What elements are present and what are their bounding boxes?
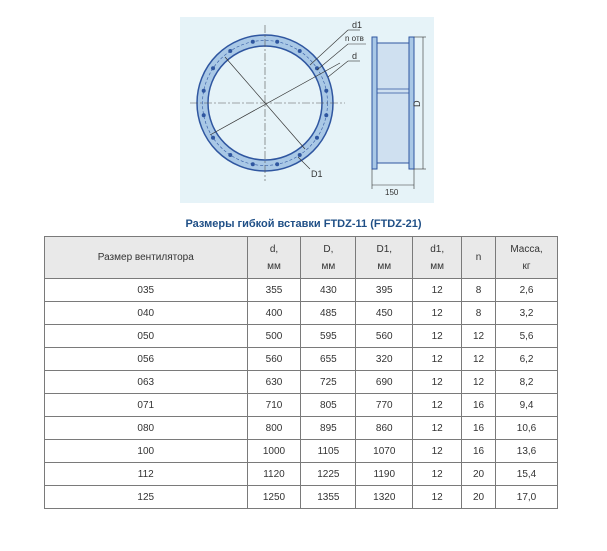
column-header-unit: мм (430, 260, 445, 272)
table-cell: 1355 (301, 486, 356, 509)
table-cell: 1105 (301, 440, 356, 463)
table-cell: 1225 (301, 463, 356, 486)
table-cell: 12 (413, 440, 462, 463)
table-caption: Размеры гибкой вставки FTDZ-11 (FTDZ-21) (185, 218, 422, 230)
table-cell: 15,4 (496, 463, 558, 486)
column-header-unit: мм (267, 260, 281, 272)
table-cell: 560 (247, 348, 301, 371)
table-cell: 1320 (356, 486, 413, 509)
table-cell: 035 (45, 279, 248, 302)
table-row (45, 440, 558, 463)
label-D1: D1 (311, 169, 323, 179)
table-cell: 12 (413, 279, 462, 302)
table-body (45, 279, 558, 509)
table-row (45, 371, 558, 394)
table-cell: 12 (413, 486, 462, 509)
column-header-unit: мм (321, 260, 336, 272)
table-row (45, 302, 558, 325)
table-cell: 8,2 (496, 371, 558, 394)
label-n-holes: n отв (345, 34, 364, 43)
column-header-unit: кг (522, 260, 531, 272)
table-cell: 6,2 (496, 348, 558, 371)
table-cell: 12 (413, 463, 462, 486)
column-header (462, 237, 496, 279)
table-cell: 430 (301, 279, 356, 302)
dimensions-table (44, 236, 558, 509)
label-d: d (352, 51, 358, 61)
table-row (45, 486, 558, 509)
table-cell: 400 (247, 302, 301, 325)
table-cell: 12 (413, 417, 462, 440)
table-cell: 16 (462, 394, 496, 417)
table-cell: 630 (247, 371, 301, 394)
table-cell: 063 (45, 371, 248, 394)
column-header (45, 237, 248, 279)
table-cell: 10,6 (496, 417, 558, 440)
column-header-label: Размер вентилятора (97, 252, 194, 263)
table-cell: 860 (356, 417, 413, 440)
bolt-hole (315, 136, 319, 140)
table-cell: 1070 (356, 440, 413, 463)
column-header (356, 237, 413, 279)
table-cell: 20 (462, 463, 496, 486)
table-cell: 16 (462, 417, 496, 440)
table-cell: 725 (301, 371, 356, 394)
column-header-label: d1, (430, 243, 445, 255)
bolt-hole (251, 40, 255, 44)
table-cell: 12 (413, 348, 462, 371)
table-cell: 1250 (247, 486, 301, 509)
table-cell: 100 (45, 440, 248, 463)
table-cell: 071 (45, 394, 248, 417)
bolt-hole (202, 89, 206, 93)
table-cell: 16 (462, 440, 496, 463)
table-cell: 9,4 (496, 394, 558, 417)
column-header (496, 237, 558, 279)
table-row (45, 417, 558, 440)
table-cell: 12 (462, 325, 496, 348)
table-cell: 12 (413, 325, 462, 348)
table-row (45, 394, 558, 417)
table-cell: 056 (45, 348, 248, 371)
table-cell: 450 (356, 302, 413, 325)
bolt-hole (298, 49, 302, 53)
column-header-label: Масса, (510, 243, 543, 255)
table-cell: 13,6 (496, 440, 558, 463)
table-cell: 395 (356, 279, 413, 302)
bolt-hole (298, 153, 302, 157)
column-header-label: d, (269, 243, 279, 255)
bolt-hole (251, 162, 255, 166)
table-cell: 710 (247, 394, 301, 417)
label-d1: d1 (352, 20, 363, 30)
table-cell: 12 (413, 371, 462, 394)
table-cell: 3,2 (496, 302, 558, 325)
table-cell: 8 (462, 279, 496, 302)
table-cell: 1120 (247, 463, 301, 486)
bolt-hole (211, 136, 215, 140)
table-cell: 12 (462, 348, 496, 371)
table-cell: 080 (45, 417, 248, 440)
label-D: D (412, 100, 422, 107)
table-cell: 040 (45, 302, 248, 325)
table-cell: 320 (356, 348, 413, 371)
table-cell: 20 (462, 486, 496, 509)
label-width: 150 (385, 188, 399, 197)
bolt-hole (211, 66, 215, 70)
flange-drawing (180, 17, 434, 203)
table-cell: 050 (45, 325, 248, 348)
table-cell: 500 (247, 325, 301, 348)
table-cell: 595 (301, 325, 356, 348)
column-header (247, 237, 301, 279)
column-header-label: D1, (376, 243, 393, 255)
column-header-label: D, (323, 243, 334, 255)
table-cell: 1190 (356, 463, 413, 486)
column-header-label: n (475, 252, 482, 263)
bolt-hole (202, 113, 206, 117)
table-row (45, 325, 558, 348)
table-row (45, 279, 558, 302)
table-cell: 690 (356, 371, 413, 394)
table-cell: 770 (356, 394, 413, 417)
flange-svg (180, 17, 434, 203)
table-row (45, 348, 558, 371)
column-header (301, 237, 356, 279)
bolt-hole (275, 162, 279, 166)
table-row (45, 463, 558, 486)
bolt-hole (228, 153, 232, 157)
table-cell: 355 (247, 279, 301, 302)
flange-side-view (372, 37, 426, 189)
table-cell: 485 (301, 302, 356, 325)
table-cell: 1000 (247, 440, 301, 463)
table-cell: 8 (462, 302, 496, 325)
bolt-hole (324, 89, 328, 93)
table-cell: 2,6 (496, 279, 558, 302)
column-header-unit: мм (377, 260, 392, 272)
table-cell: 12 (413, 302, 462, 325)
table-cell: 5,6 (496, 325, 558, 348)
flange-front-view (190, 25, 366, 181)
table-cell: 655 (301, 348, 356, 371)
table-cell: 560 (356, 325, 413, 348)
bolt-hole (324, 113, 328, 117)
table-cell: 12 (413, 394, 462, 417)
table-cell: 895 (301, 417, 356, 440)
table-cell: 112 (45, 463, 248, 486)
table-cell: 125 (45, 486, 248, 509)
table-cell: 805 (301, 394, 356, 417)
table-cell: 800 (247, 417, 301, 440)
column-header (413, 237, 462, 279)
bolt-hole (228, 49, 232, 53)
table-cell: 12 (462, 371, 496, 394)
table-header-row (45, 237, 558, 279)
bolt-hole (275, 40, 279, 44)
table-cell: 17,0 (496, 486, 558, 509)
